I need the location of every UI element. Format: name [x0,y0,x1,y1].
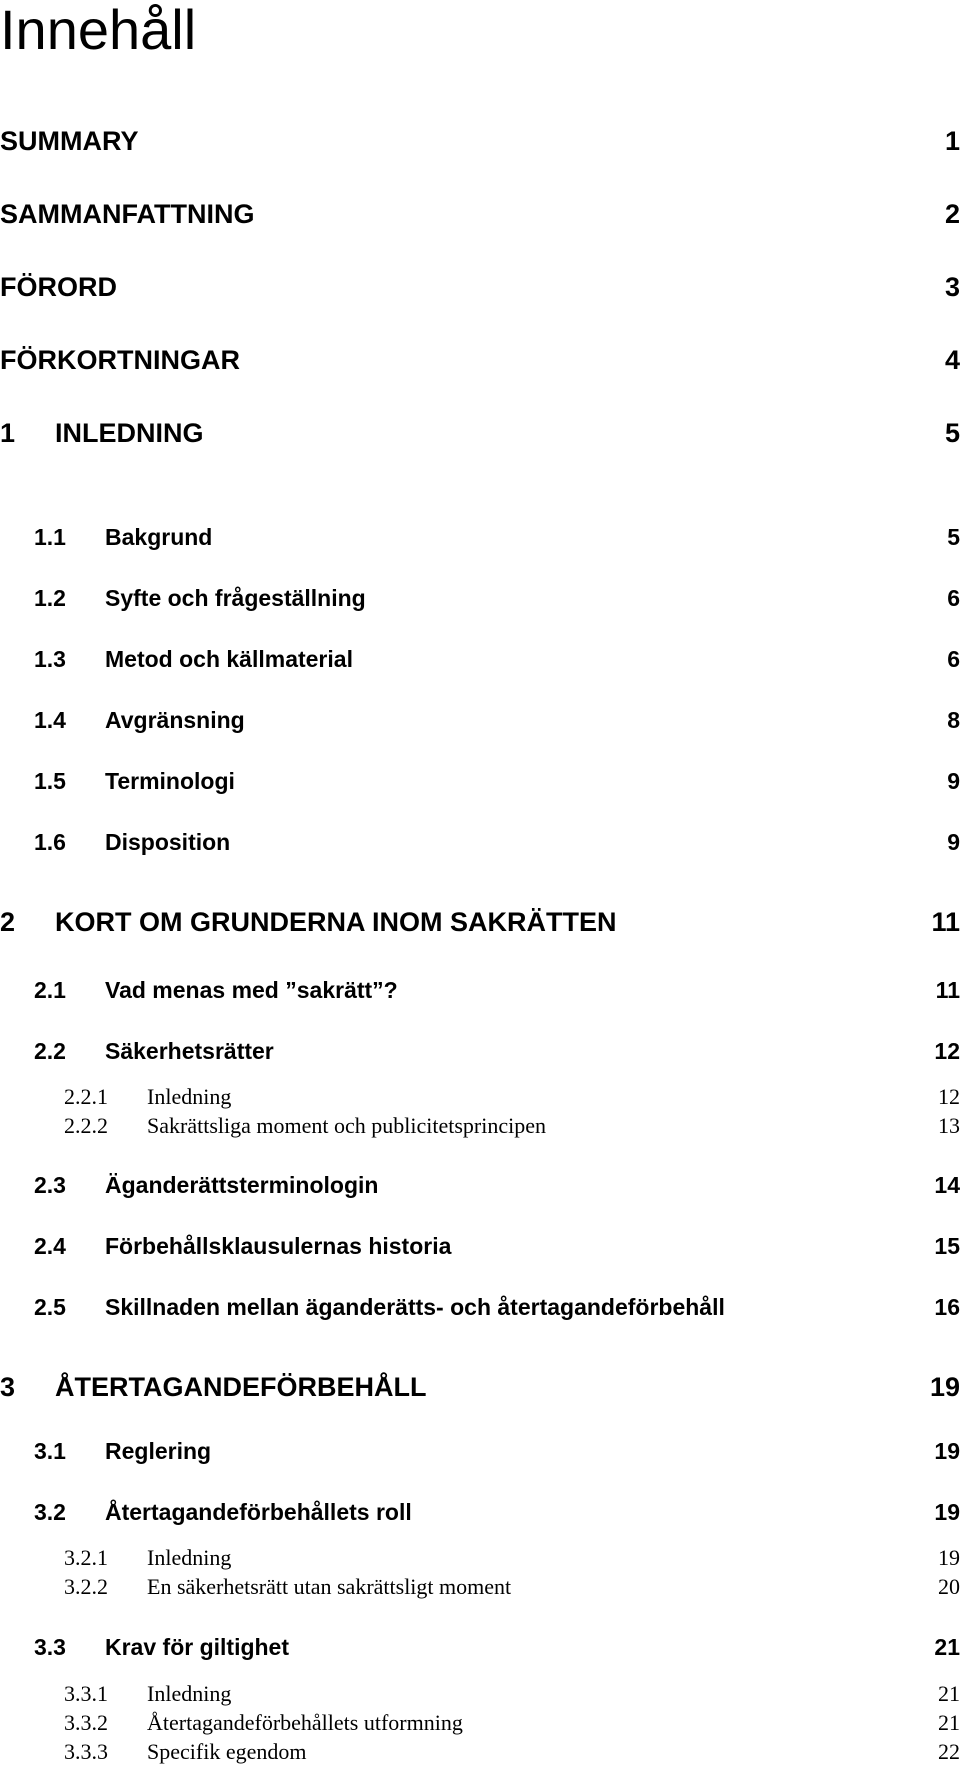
page-title: Innehåll [0,0,197,61]
toc-entry-label: ÅTERTAGANDEFÖRBEHÅLL [55,1372,427,1402]
toc-entry-label: Krav för giltighet [105,1634,290,1660]
toc-entry-number: 1.5 [34,768,66,794]
toc-entry-number: 1.4 [34,707,66,733]
toc-entry-label: Äganderättsterminologin [105,1172,379,1198]
toc-entry-page: 11 [935,977,960,1003]
toc-entry-label: SAMMANFATTNING [0,199,255,229]
toc-entry-page: 12 [938,1084,960,1109]
toc-entry-number: 2.2.2 [64,1113,108,1138]
toc-entry-label: Säkerhetsrätter [105,1038,274,1064]
toc-entry-number: 2.4 [34,1233,66,1259]
toc-entry-label: FÖRORD [0,272,117,302]
toc-entry-number: 3.3.1 [64,1681,108,1706]
toc-entry-page: 15 [934,1233,960,1259]
toc-entry-label: INLEDNING [55,418,204,448]
toc-entry-page: 3 [944,272,960,302]
toc-entry-number: 2.2.1 [64,1084,108,1109]
toc-entry-label: SUMMARY [0,126,139,156]
toc-entry-label: Terminologi [105,768,235,794]
toc-entry-page: 5 [947,524,960,550]
toc-entry-page: 22 [938,1739,960,1764]
toc-entry-label: Skillnaden mellan äganderätts- och återtagandeförbehåll [105,1294,725,1320]
toc-entry-page: 6 [947,585,960,611]
toc-entry-label: Inledning [147,1681,232,1706]
toc-entry-number: 2.5 [34,1294,66,1320]
toc-entry-page: 1 [944,126,960,156]
toc-entry-number: 3 [0,1372,16,1402]
toc-entry-number: 1.6 [34,829,66,855]
toc-entry-number: 2.3 [34,1172,66,1198]
toc-entry-label: Inledning [147,1084,232,1109]
toc-entry-page: 12 [934,1038,960,1064]
toc-entry-page: 16 [934,1294,960,1320]
toc-entry-label: Återtagandeförbehållets roll [105,1499,412,1525]
toc-entry-label: Vad menas med ”sakrätt”? [105,977,398,1003]
toc-entry-page: 21 [938,1710,960,1735]
toc-entry-page: 8 [947,707,960,733]
toc-entry-number: 3.2.2 [64,1574,108,1599]
toc-entry-page: 20 [938,1574,960,1599]
toc-entry-number: 2.1 [34,977,66,1003]
toc-entry-page: 21 [934,1634,960,1660]
toc-entry-page: 2 [944,199,960,229]
toc-entry-number: 3.1 [34,1438,66,1464]
toc-entry-label: Disposition [105,829,231,855]
toc-entry-page: 19 [938,1545,960,1570]
toc-entry-number: 3.2.1 [64,1545,108,1570]
toc-entry-label: Specifik egendom [147,1739,307,1764]
toc-entry-number: 1.3 [34,646,66,672]
toc-entry-page: 11 [931,907,960,937]
toc-entry-label: Metod och källmaterial [105,646,353,672]
toc-entry-page: 13 [938,1113,960,1138]
toc-entry-page: 9 [947,829,960,855]
toc-entry-label: Förbehållsklausulernas historia [105,1233,452,1259]
toc-entry-label: En säkerhetsrätt utan sakrättsligt moment [147,1574,512,1599]
toc-entry-page: 6 [947,646,960,672]
toc-entry-page: 5 [944,418,960,448]
toc-entry-page: 14 [934,1172,960,1198]
toc-entry-page: 4 [944,345,960,375]
toc-entry-label: KORT OM GRUNDERNA INOM SAKRÄTTEN [55,907,617,937]
toc-entry-number: 1.2 [34,585,66,611]
toc-entry-number: 3.3.3 [64,1739,108,1764]
toc-entry-page: 19 [929,1372,960,1402]
toc-entry-number: 3.2 [34,1499,66,1525]
toc-entry-label: Återtagandeförbehållets utformning [147,1710,463,1735]
toc-entry-page: 19 [934,1499,960,1525]
toc-entry-label: Inledning [147,1545,232,1570]
toc-entry-number: 1.1 [34,524,66,550]
toc-entry-label: Bakgrund [105,524,213,550]
toc-entry-number: 1 [0,418,16,448]
toc-entry-label: Sakrättsliga moment och publicitetsprincipen [147,1113,546,1138]
toc-entry-number: 2 [0,907,16,937]
toc-entry-label: Syfte och frågeställning [105,585,366,611]
toc-entry-label: Reglering [105,1438,212,1464]
toc-entry-page: 21 [938,1681,960,1706]
toc-entry-label: Avgränsning [105,707,245,733]
toc-entry-page: 19 [934,1438,960,1464]
toc-entry-number: 3.3.2 [64,1710,108,1735]
toc-entry-page: 9 [947,768,960,794]
toc-entry-number: 2.2 [34,1038,66,1064]
toc-entry-label: FÖRKORTNINGAR [0,345,240,375]
toc-entry-number: 3.3 [34,1634,66,1660]
